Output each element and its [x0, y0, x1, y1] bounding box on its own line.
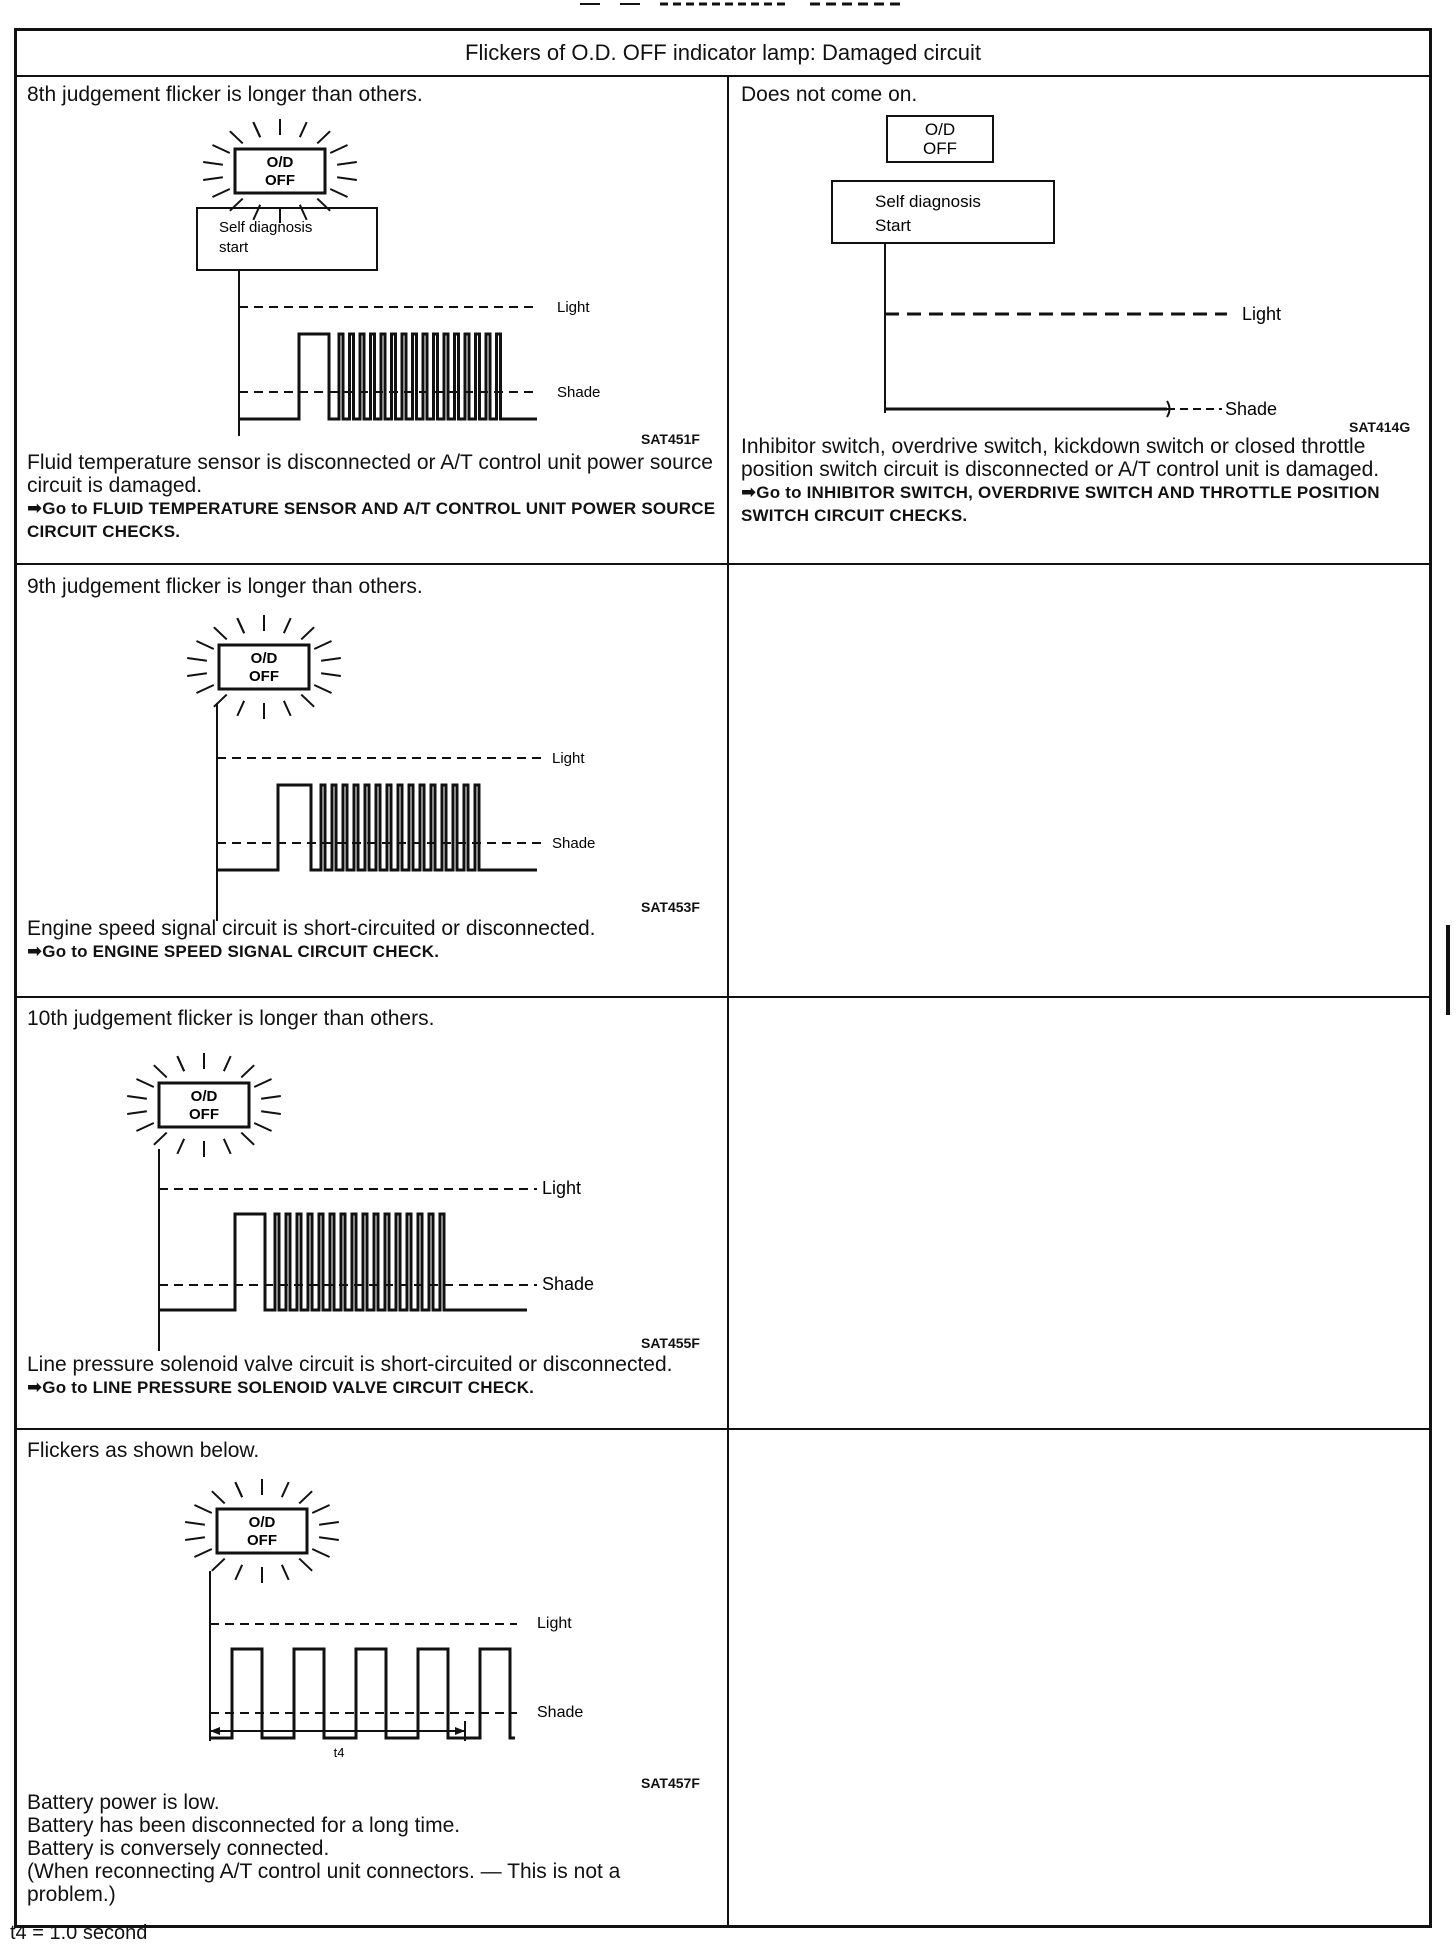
shade-label: Shade — [557, 384, 601, 401]
lamp-ray — [282, 1565, 289, 1580]
footnote: t4 = 1.0 second — [10, 1922, 148, 1944]
figure-code: SAT455F — [641, 1335, 700, 1351]
cell-title: Flickers as shown below. — [27, 1439, 260, 1462]
figure-code: SAT457F — [641, 1775, 700, 1791]
self-diagnosis-start-box — [832, 181, 1054, 243]
lamp-line2: OFF — [189, 1106, 219, 1123]
lamp-ray — [319, 1537, 339, 1540]
arrow-right-icon: ➡ — [27, 498, 43, 518]
lamp-ray — [312, 1505, 329, 1513]
start-box-line2: start — [219, 239, 249, 256]
battery-line-2: Battery has been disconnected for a long time. — [27, 1814, 461, 1837]
period-label: t4 — [333, 1745, 345, 1760]
lamp-line2: OFF — [247, 1532, 277, 1549]
damaged-circuit-table — [14, 28, 1432, 1928]
arrow-right-icon: ➡ — [27, 941, 43, 961]
go-to-instruction — [741, 481, 1429, 527]
lamp-ray — [312, 1549, 329, 1557]
lamp-ray — [185, 1522, 205, 1525]
top-cropped-heading — [560, 0, 980, 10]
go-to-text: Go to INHIBITOR SWITCH, OVERDRIVE SWITCH AND THROTTLE POSITION SWITCH CIRCUIT CHECKS. — [741, 483, 1380, 525]
lamp-line1: O/D — [190, 1088, 218, 1105]
description-text: Fluid temperature sensor is disconnected or A/T control unit power source circuit is damaged. — [27, 451, 713, 497]
shade-label: Shade — [537, 1704, 584, 1721]
figure-code: SAT453F — [641, 899, 700, 915]
od-off-lamp-icon — [185, 1479, 339, 1583]
lamp-ray — [212, 1491, 225, 1503]
lamp-ray — [235, 1565, 242, 1580]
cell-title: 10th judgement flicker is longer than others. — [27, 1007, 435, 1030]
lamp-ray — [282, 1482, 289, 1497]
lamp-ray — [235, 1482, 242, 1497]
lamp-line2: OFF — [265, 172, 295, 189]
flicker-diagram-battery — [17, 31, 727, 1931]
lamp-line1: O/D — [248, 1514, 276, 1531]
cell-title: 8th judgement flicker is longer than others. — [27, 83, 423, 106]
light-label: Light — [542, 1178, 582, 1198]
light-label: Light — [557, 299, 590, 316]
shade-label: Shade — [1225, 399, 1278, 419]
lamp-ray — [319, 1522, 339, 1525]
description-text: Inhibitor switch, overdrive switch, kickdown switch or closed throttle position switch circuit is disconnected or A/T control unit is damaged. — [741, 435, 1380, 481]
battery-line-3: Battery is conversely connected. — [27, 1837, 330, 1860]
shade-label: Shade — [552, 835, 596, 852]
lamp-ray — [194, 1549, 211, 1557]
lamp-ray — [185, 1537, 205, 1540]
go-to-text: Go to FLUID TEMPERATURE SENSOR AND A/T CONTROL UNIT POWER SOURCE CIRCUIT CHECKS. — [27, 499, 716, 541]
lamp-ray — [299, 1559, 312, 1571]
page-edge-mark — [1446, 925, 1450, 1015]
go-to-text: Go to LINE PRESSURE SOLENOID VALVE CIRCUIT CHECK. — [42, 1378, 535, 1397]
lamp-line1: O/D — [266, 154, 294, 171]
light-label: Light — [537, 1615, 572, 1632]
lamp-line2: OFF — [249, 668, 279, 685]
figure-code: SAT414G — [1349, 419, 1411, 435]
description-text: Line pressure solenoid valve circuit is short-circuited or disconnected. — [27, 1353, 673, 1376]
arrow-right-icon: ➡ — [27, 1377, 43, 1397]
arrow-right-icon: ➡ — [741, 482, 757, 502]
cell-description — [741, 435, 1429, 527]
lamp-line2: OFF — [923, 139, 957, 158]
lamp-ray — [194, 1505, 211, 1513]
start-box-line1: Self diagnosis — [875, 192, 981, 211]
light-label: Light — [1242, 304, 1282, 324]
cell-description — [27, 1791, 719, 1906]
shade-label: Shade — [542, 1274, 595, 1294]
waveform-battery — [210, 1649, 515, 1738]
cell-title: 9th judgement flicker is longer than others. — [27, 575, 423, 598]
lamp-ray — [299, 1491, 312, 1503]
start-box-line2: Start — [875, 216, 911, 235]
start-box-line1: Self diagnosis — [219, 219, 313, 236]
figure-code: SAT451F — [641, 431, 700, 447]
battery-line-1: Battery power is low. — [27, 1791, 220, 1814]
light-label: Light — [552, 750, 585, 767]
lamp-line1: O/D — [924, 120, 956, 139]
description-text: Engine speed signal circuit is short-circuited or disconnected. — [27, 917, 596, 940]
go-to-text: Go to ENGINE SPEED SIGNAL CIRCUIT CHECK. — [42, 942, 440, 961]
lamp-ray — [212, 1559, 225, 1571]
cell-title: Does not come on. — [741, 83, 918, 106]
table-header: Flickers of O.D. OFF indicator lamp: Damaged circuit — [17, 31, 1429, 77]
lamp-line1: O/D — [250, 650, 278, 667]
battery-line-4: (When reconnecting A/T control unit connectors. — This is not a problem.) — [27, 1860, 621, 1906]
